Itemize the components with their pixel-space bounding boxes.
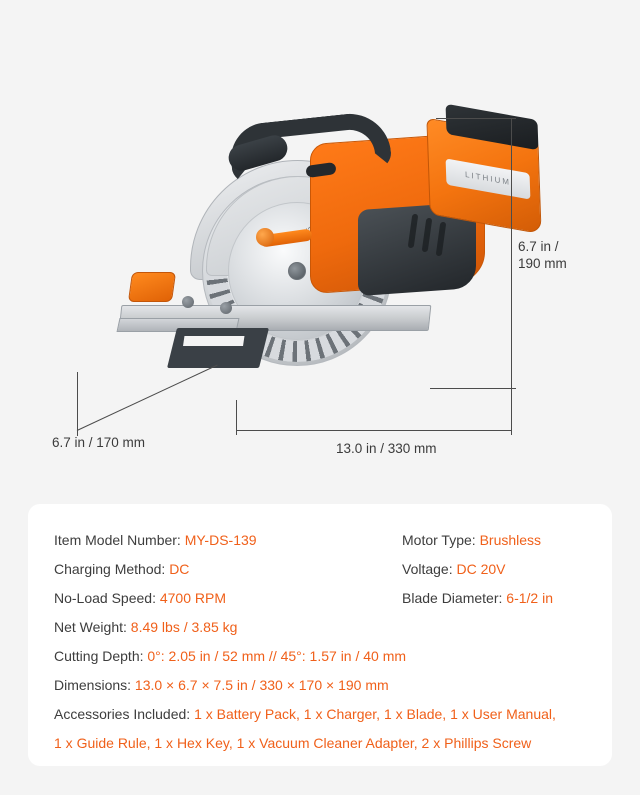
height-label-line1: 6.7 in / <box>518 239 559 254</box>
blade-arbor <box>288 262 306 280</box>
spec-accessories-included <box>54 700 586 758</box>
spec-label: Net Weight: <box>54 619 131 635</box>
spec-label: Motor Type: <box>402 532 480 548</box>
depth-adjust-knob <box>256 228 274 246</box>
spec-item-model-number <box>54 526 320 555</box>
spec-label: Blade Diameter: <box>402 590 507 606</box>
spec-label: Charging Method: <box>54 561 170 577</box>
width-dimension-label: 13.0 in / 330 mm <box>336 441 437 456</box>
spec-label: No-Load Speed: <box>54 590 160 606</box>
rip-fence-slot <box>167 328 269 368</box>
spec-motor-type <box>320 526 586 555</box>
spec-voltage <box>320 555 586 584</box>
spec-value: DC 20V <box>456 561 506 577</box>
specifications-card <box>28 504 612 766</box>
spec-value: 6-1/2 in <box>506 590 553 606</box>
spec-charging-method <box>54 555 320 584</box>
spec-label: Item Model Number: <box>54 532 185 548</box>
spec-value: DC <box>169 561 190 577</box>
spec-value: 0°: 2.05 in / 52 mm // 45°: 1.57 in / 40 mm <box>147 648 407 664</box>
spec-blade-diameter <box>320 584 586 613</box>
spec-label: Dimensions: <box>54 677 135 693</box>
circular-saw-illustration <box>110 110 510 410</box>
spec-label: Accessories Included: <box>54 706 195 722</box>
depth-dimension-label: 6.7 in / 170 mm <box>52 435 146 450</box>
spec-label: Voltage: <box>402 561 457 577</box>
spec-net-weight <box>54 613 586 642</box>
width-extension-left <box>236 400 237 432</box>
specifications-grid <box>54 526 586 613</box>
bevel-lock-lever <box>128 272 176 302</box>
spec-value: MY-DS-139 <box>184 532 257 548</box>
spec-value: 4700 RPM <box>159 590 227 606</box>
depth-extension-left <box>77 372 78 436</box>
pivot-bolt-icon <box>182 296 194 308</box>
spec-cutting-depth <box>54 642 586 671</box>
width-dimension-line <box>236 430 512 431</box>
pivot-bolt-icon <box>220 302 232 314</box>
spec-value: 13.0 × 6.7 × 7.5 in / 330 × 170 × 190 mm <box>134 677 389 693</box>
height-dimension-label <box>518 238 567 272</box>
spec-value: 8.49 lbs / 3.85 kg <box>130 619 238 635</box>
spec-value: Brushless <box>479 532 542 548</box>
height-extension-top <box>436 118 512 119</box>
spec-value-line2: 1 x Guide Rule, 1 x Hex Key, 1 x Vacuum Cleaner Adapter, 2 x Phillips Screw <box>54 735 532 751</box>
height-label-line2: 190 mm <box>518 256 567 271</box>
spec-label: Cutting Depth: <box>54 648 148 664</box>
spec-value-line1: 1 x Battery Pack, 1 x Charger, 1 x Blade, 1 x User Manual, <box>194 706 556 722</box>
width-extension-right <box>511 386 512 432</box>
spec-dimensions <box>54 671 586 700</box>
height-extension-bottom <box>430 388 512 389</box>
height-dimension-line <box>511 118 512 388</box>
battery-brand-label: LITHIUM <box>446 158 531 199</box>
spec-no-load-speed <box>54 584 320 613</box>
